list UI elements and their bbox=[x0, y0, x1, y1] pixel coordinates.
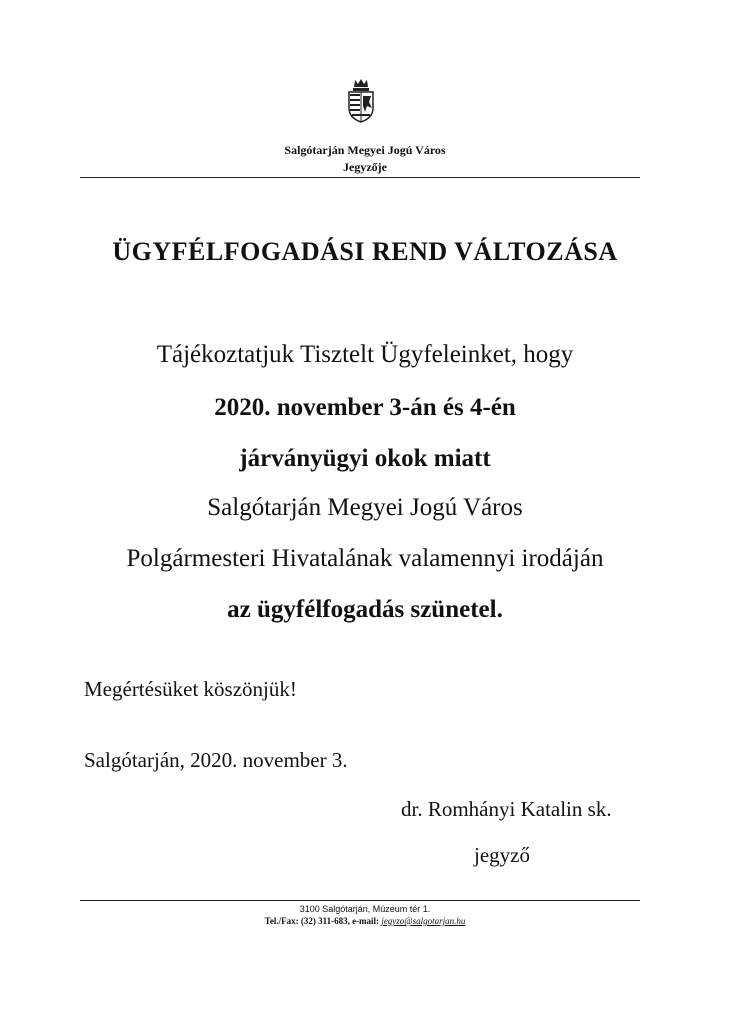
notice-line-intro: Tájékoztatjuk Tisztelt Ügyfeleinket, hogy bbox=[156, 341, 574, 368]
footer-email-link[interactable]: jegyzo@salgotarjan.hu bbox=[381, 916, 466, 926]
footer-contact bbox=[0, 916, 730, 926]
organization-subtitle: Jegyzője bbox=[343, 160, 387, 174]
footer-phone: Tel./Fax: (32) 311-683, e-mail: bbox=[264, 916, 380, 926]
place-date: Salgótarján, 2020. november 3. bbox=[84, 748, 348, 772]
coat-of-arms-icon bbox=[346, 78, 376, 124]
organization-name: Salgótarján Megyei Jogú Város bbox=[284, 143, 446, 157]
notice-line-reason: járványügyi okok miatt bbox=[239, 445, 491, 472]
footer-address: 3100 Salgótarján, Múzeum tér 1. bbox=[299, 904, 431, 914]
notice-line-dates: 2020. november 3-án és 4-én bbox=[214, 394, 516, 421]
notice-title: ÜGYFÉLFOGADÁSI REND VÁLTOZÁSA bbox=[112, 237, 618, 266]
signatory-role: jegyző bbox=[474, 843, 530, 867]
notice-line-office: Polgármesteri Hivatalának valamennyi irodáján bbox=[126, 545, 604, 572]
thanks-text: Megértésüket köszönjük! bbox=[84, 677, 297, 701]
signatory-name: dr. Romhányi Katalin sk. bbox=[401, 797, 612, 821]
notice-line-suspension: az ügyfélfogadás szünetel. bbox=[227, 596, 503, 623]
footer-divider bbox=[80, 900, 640, 901]
notice-line-city: Salgótarján Megyei Jogú Város bbox=[207, 494, 523, 521]
header-divider bbox=[80, 177, 640, 178]
